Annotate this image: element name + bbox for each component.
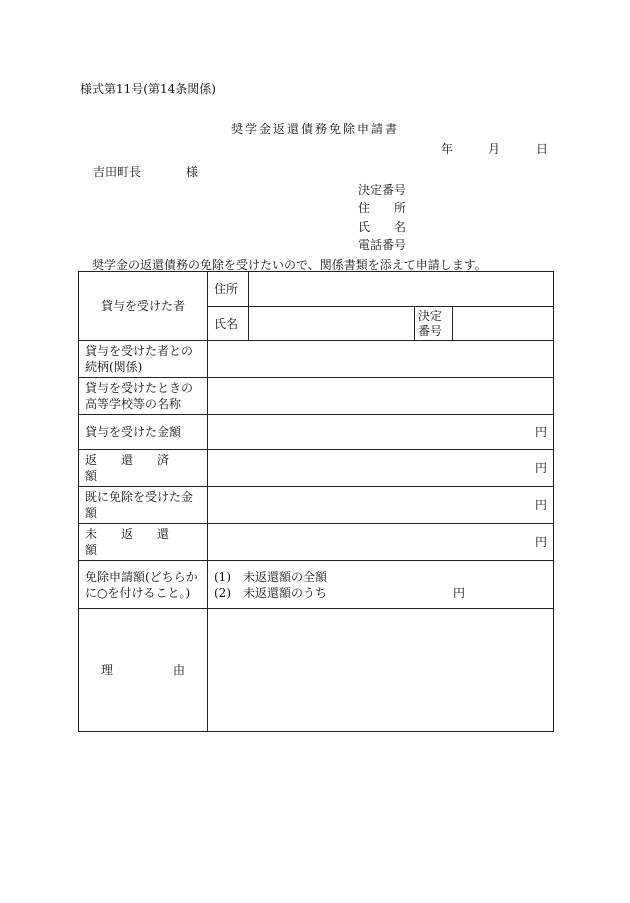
date-day: 日 [536,142,549,156]
decision-label-line1: 決定 [418,308,443,323]
table-row [79,487,554,524]
table-row [79,450,554,487]
yen-unit: 円 [535,498,548,512]
applicant-name: 氏 名 [358,220,407,234]
yen-unit: 円 [535,461,548,475]
recipient-label: 貸与を受けた者 [79,272,208,341]
decision-label-line2: 番号 [418,323,443,338]
table-row [79,341,554,378]
address-field[interactable] [249,272,554,307]
name-field[interactable] [249,307,415,341]
request-option-partial[interactable] [214,585,547,601]
table-row [79,378,554,415]
reason-label: 理 由 [79,609,208,732]
loan-amount-field[interactable] [208,415,554,450]
applicant-phone: 電話番号 [358,238,407,252]
decision-number-label [415,307,453,341]
intro-text: 奨学金の返還債務の免除を受けたいので、関係書類を添えて申請します。 [92,258,487,272]
table-row [79,415,554,450]
unpaid-label: 未 返 還 額 [79,524,208,561]
request-label: 免除申請額(どちらかに○を付けること。) [79,561,208,609]
exempted-field[interactable] [208,487,554,524]
applicant-address: 住 所 [358,201,407,215]
table-row [79,524,554,561]
repaid-label: 返 還 済 額 [79,450,208,487]
yen-unit: 円 [535,425,548,439]
name-label: 氏名 [208,307,249,341]
school-label: 貸与を受けたときの高等学校等の名称 [79,378,208,415]
document-title: 奨学金返還債務免除申請書 [230,122,399,136]
address-label: 住所 [208,272,249,307]
school-field[interactable] [208,378,554,415]
decision-number-field[interactable] [453,307,554,341]
application-table [78,271,554,732]
loan-amount-label: 貸与を受けた金額 [79,415,208,450]
reason-field[interactable] [208,609,554,732]
request-field[interactable] [208,561,554,609]
addressee: 吉田町長 [93,165,142,179]
table-row [79,609,554,732]
unpaid-field[interactable] [208,524,554,561]
form-number: 様式第11号(第14条関係) [80,82,216,96]
repaid-field[interactable] [208,450,554,487]
applicant-decision-number: 決定番号 [358,183,407,197]
relation-label: 貸与を受けた者との続柄(関係) [79,341,208,378]
exempted-label: 既に免除を受けた金額 [79,487,208,524]
date-year: 年 [441,142,454,156]
table-row [79,272,554,307]
request-option-full[interactable]: (1) 未返還額の全額 [214,570,327,584]
request-option-partial-label: (2) 未返還額のうち [214,586,327,600]
table-row [79,561,554,609]
relation-field[interactable] [208,341,554,378]
date-month: 月 [488,142,501,156]
yen-unit: 円 [535,535,548,549]
yen-unit: 円 [453,586,466,600]
honorific: 様 [186,165,199,179]
